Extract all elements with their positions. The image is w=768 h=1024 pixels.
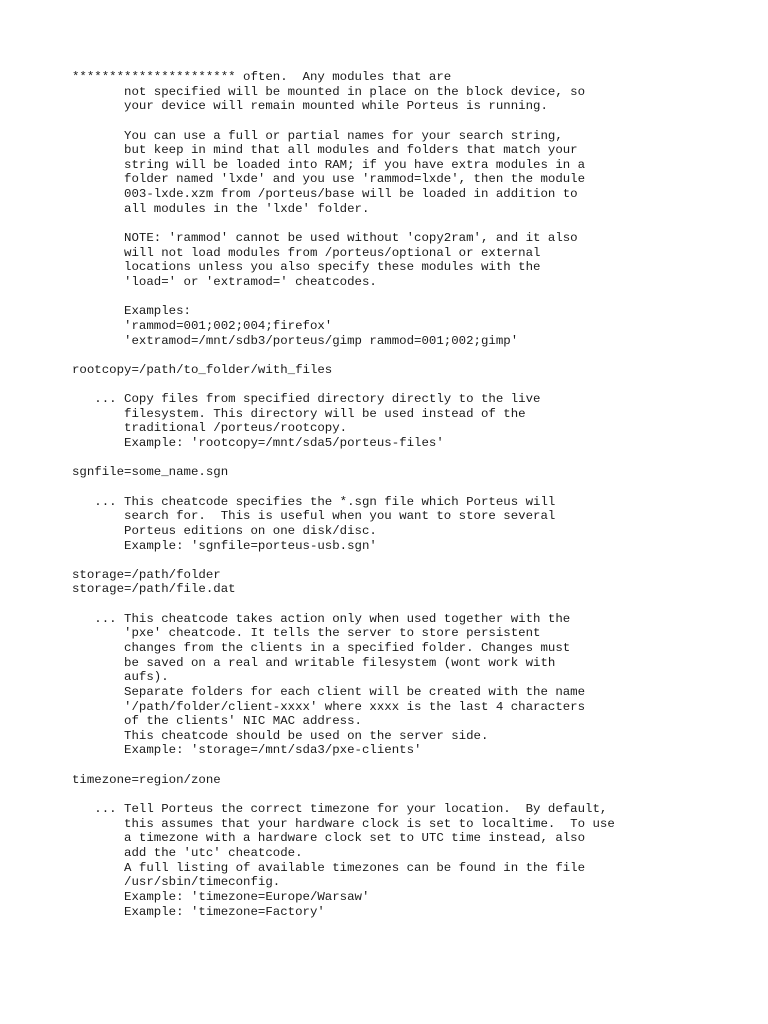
- document-line: 'load=' or 'extramod=' cheatcodes.: [72, 274, 377, 289]
- document-line: This cheatcode should be used on the server side.: [72, 728, 489, 743]
- document-line: Example: 'timezone=Factory': [72, 904, 325, 919]
- document-line: [72, 553, 615, 568]
- document-line: storage=/path/folder: [72, 567, 221, 582]
- document-line: Porteus editions on one disk/disc.: [72, 523, 377, 538]
- document-line: locations unless you also specify these modules with the: [72, 260, 541, 275]
- document-line: [72, 377, 615, 392]
- document-line: [72, 216, 615, 231]
- document-line: not specified will be mounted in place on the block device, so: [72, 84, 586, 99]
- document-line: ... This cheatcode takes action only when used together with the: [72, 611, 571, 626]
- document-line: 'rammod=001;002;004;firefox': [72, 318, 333, 333]
- document-line: 003-lxde.xzm from /porteus/base will be loaded in addition to: [72, 187, 578, 202]
- document-line: all modules in the 'lxde' folder.: [72, 201, 370, 216]
- document-line: Example: 'timezone=Europe/Warsaw': [72, 889, 370, 904]
- document-line: will not load modules from /porteus/optional or external: [72, 245, 541, 260]
- document-line: ... Tell Porteus the correct timezone for your location. By default,: [72, 802, 608, 817]
- document-line: ... Copy files from specified directory directly to the live: [72, 392, 541, 407]
- document-line: Example: 'sgnfile=porteus-usb.sgn': [72, 538, 377, 553]
- document-line: Separate folders for each client will be created with the name: [72, 684, 586, 699]
- document-line: ... This cheatcode specifies the *.sgn file which Porteus will: [72, 494, 556, 509]
- document-line: your device will remain mounted while Porteus is running.: [72, 99, 548, 114]
- document-line: but keep in mind that all modules and folders that match your: [72, 143, 578, 158]
- document-line: [72, 114, 615, 129]
- document-line: NOTE: 'rammod' cannot be used without 'copy2ram', and it also: [72, 231, 578, 246]
- document-line: A full listing of available timezones can be found in the file: [72, 860, 586, 875]
- document-line: 'extramod=/mnt/sdb3/porteus/gimp rammod=001;002;gimp': [72, 333, 519, 348]
- document-line: [72, 787, 615, 802]
- document-line: [72, 348, 615, 363]
- document-line: [72, 451, 615, 466]
- document-line: [72, 758, 615, 773]
- document-line: 'pxe' cheatcode. It tells the server to store persistent: [72, 626, 541, 641]
- document-line: be saved on a real and writable filesystem (wont work with: [72, 655, 556, 670]
- document-line: add the 'utc' cheatcode.: [72, 845, 303, 860]
- document-line: storage=/path/file.dat: [72, 582, 236, 597]
- document-line: of the clients' NIC MAC address.: [72, 714, 362, 729]
- document-line: /usr/sbin/timeconfig.: [72, 875, 281, 890]
- document-line: changes from the clients in a specified folder. Changes must: [72, 640, 571, 655]
- document-line: Examples:: [72, 304, 191, 319]
- document-line: Example: 'storage=/mnt/sda3/pxe-clients': [72, 743, 422, 758]
- document-line: [72, 290, 615, 305]
- document-line: folder named 'lxde' and you use 'rammod=lxde', then the module: [72, 172, 586, 187]
- document-line: ********************** often. Any modules that are: [72, 70, 452, 84]
- document-line: [72, 480, 615, 495]
- document-line: You can use a full or partial names for your search string,: [72, 128, 563, 143]
- document-line: [72, 597, 615, 612]
- document-line: aufs).: [72, 670, 169, 685]
- document-line: sgnfile=some_name.sgn: [72, 465, 229, 480]
- document-line: this assumes that your hardware clock is set to localtime. To use: [72, 816, 615, 831]
- document-line: a timezone with a hardware clock set to UTC time instead, also: [72, 831, 586, 846]
- document-line: rootcopy=/path/to_folder/with_files: [72, 362, 333, 377]
- document-text: [72, 70, 615, 919]
- document-line: traditional /porteus/rootcopy.: [72, 421, 348, 436]
- document-line: filesystem. This directory will be used instead of the: [72, 406, 526, 421]
- document-line: timezone=region/zone: [72, 772, 221, 787]
- document-line: '/path/folder/client-xxxx' where xxxx is the last 4 characters: [72, 699, 586, 714]
- document-line: search for. This is useful when you want to store several: [72, 509, 556, 524]
- document-line: string will be loaded into RAM; if you have extra modules in a: [72, 157, 586, 172]
- document-line: Example: 'rootcopy=/mnt/sda5/porteus-files': [72, 436, 444, 451]
